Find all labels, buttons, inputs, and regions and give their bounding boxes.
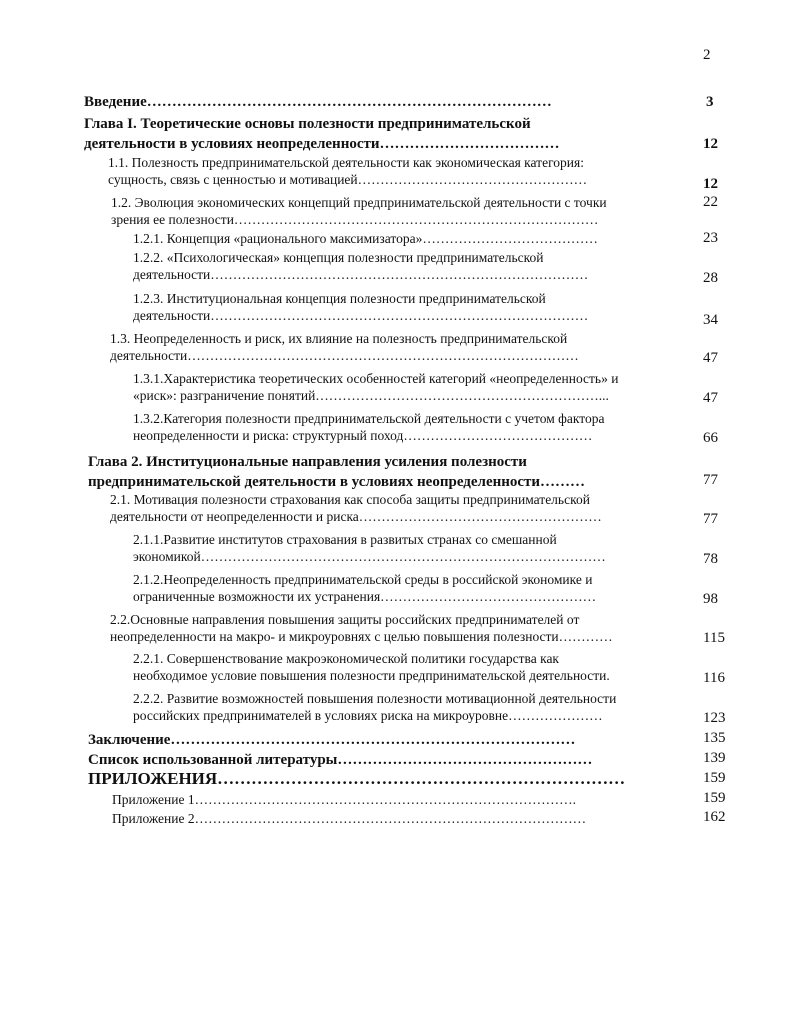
toc-entry-line: 1.3.2.Категория полезности предпринимательской деятельности с учетом фактора: [133, 411, 605, 426]
toc-entry-line: деятельности……………………………………………………………………………: [110, 348, 579, 363]
toc-entry-line: деятельности…………………………………………………………………………: [133, 267, 589, 282]
toc-entry-line: 1.3. Неопределенность и риск, их влияние на полезность предпринимательской: [110, 331, 568, 346]
toc-entry-line: неопределенности на макро- и микроуровнях с целью повышения полезности…………: [110, 629, 613, 644]
toc-entry-line: Список использованной литературы……………………………………………: [88, 752, 593, 768]
toc-entry-chapter-2: [88, 452, 686, 492]
toc-entry-subsection-1-2-1: [133, 230, 683, 247]
toc-entry-appendix-2: [112, 810, 690, 827]
toc-entry-line: 1.2.1. Концепция «рационального максимизатора»…………………………………: [133, 231, 598, 246]
toc-entry-conclusion: [88, 730, 688, 750]
toc-page-number: 115: [703, 630, 725, 646]
toc-entry-line: деятельности в условиях неопределенности………………………………: [84, 136, 560, 152]
toc-entry-line: 2.1.2.Неопределенность предпринимательской среды в российской экономике и: [133, 572, 593, 587]
toc-entry-appendices: [88, 769, 688, 789]
toc-page-number: 34: [703, 312, 718, 328]
toc-entry-line: предпринимательской деятельности в условиях неопределенности………: [88, 474, 586, 490]
toc-page-number: 139: [703, 750, 726, 766]
toc-entry-line: 1.2.2. «Психологическая» концепция полезности предпринимательской: [133, 250, 544, 265]
toc-entry-subsection-1-2-3: [133, 290, 683, 324]
toc-page-number: 116: [703, 670, 725, 686]
toc-entry-chapter-1: [84, 114, 684, 154]
toc-entry-line: 2.1.1.Развитие институтов страхования в развитых странах со смешанной: [133, 532, 557, 547]
toc-entry-line: 2.2.1. Совершенствование макроэкономической политики государства как: [133, 651, 559, 666]
toc-page-number: 77: [703, 472, 718, 488]
toc-entry-section-2-1: [110, 491, 686, 525]
toc-page-number: 159: [703, 790, 726, 806]
toc-entry-line: Глава 2. Институциональные направления усиления полезности: [88, 454, 527, 470]
toc-page-number: 47: [703, 350, 718, 366]
toc-page-number: 123: [703, 710, 726, 726]
toc-entry-line: российских предпринимателей в условиях риска на микроуровне…………………: [133, 708, 603, 723]
toc-entry-line: ограниченные возможности их устранения…………………………………………: [133, 589, 597, 604]
toc-entry-line: экономикой………………………………………………………………………………: [133, 549, 606, 564]
toc-page-number: 98: [703, 591, 718, 607]
toc-entry-line: 1.2.3. Институциональная концепция полезности предпринимательской: [133, 291, 546, 306]
toc-entry-line: сущность, связь с ценностью и мотивацией……………………………………………: [108, 172, 588, 187]
toc-entry-line: Приложение 2……………………………………………………………………………: [112, 811, 587, 826]
toc-entry-line: деятельности…………………………………………………………………………: [133, 308, 589, 323]
page-number: 2: [703, 47, 711, 63]
toc-page-number: 77: [703, 511, 718, 527]
toc-entry-line: деятельности от неопределенности и риска………………………………………………: [110, 509, 602, 524]
toc-entry-line: необходимое условие повышения полезности предпринимательской деятельности.: [133, 668, 610, 683]
toc-page-number: 28: [703, 270, 718, 286]
toc-entry-line: Введение………………………………………………………………………: [84, 94, 552, 110]
toc-entry-line: 2.1. Мотивация полезности страхования как способа защиты предпринимательской: [110, 492, 590, 507]
toc-entry-line: зрения ее полезности………………………………………………………………………: [111, 212, 599, 227]
toc-page-number: 47: [703, 390, 718, 406]
toc-entry-subsection-2-1-1: [133, 531, 686, 565]
toc-entry-line: 2.2.2. Развитие возможностей повышения полезности мотивационной деятельности: [133, 691, 617, 706]
toc-entry-line: 1.2. Эволюция экономических концепций предпринимательской деятельности с точки: [111, 195, 607, 210]
toc-entry-line: Приложение 1………………………………………………………………………….: [112, 792, 576, 807]
toc-page-number: 12: [703, 136, 718, 152]
toc-entry-section-1-1: [108, 154, 686, 188]
toc-page-number: 23: [703, 230, 718, 246]
toc-page-number: 3: [706, 94, 714, 110]
toc-entry-line: 2.2.Основные направления повышения защиты российских предпринимателей от: [110, 612, 580, 627]
toc-entry-subsection-2-2-1: [133, 650, 688, 684]
toc-entry-line: Глава I. Теоретические основы полезности предпринимательской: [84, 116, 531, 132]
toc-entry-line: 1.3.1.Характеристика теоретических особенностей категорий «неопределенность» и: [133, 371, 619, 386]
toc-page-number: 135: [703, 730, 726, 746]
toc-page-number: 12: [703, 176, 718, 192]
toc-entry-section-1-2: [111, 194, 686, 228]
toc-entry-line: «риск»: разграничение понятий………………………………………………………...: [133, 388, 609, 403]
toc-page-number: 22: [703, 194, 718, 210]
toc-entry-bibliography: [88, 750, 688, 770]
toc-entry-line: 1.1. Полезность предпринимательской деятельности как экономическая категория:: [108, 155, 584, 170]
toc-entry-introduction: [84, 92, 679, 112]
toc-entry-line: ПРИЛОЖЕНИЯ………………………………………………………………: [88, 769, 626, 788]
toc-entry-line: Заключение………………………………………………………………………: [88, 732, 576, 748]
toc-entry-section-2-2: [110, 611, 688, 645]
toc-entry-subsection-2-1-2: [133, 571, 686, 605]
toc-page-number: 78: [703, 551, 718, 567]
toc-page-number: 162: [703, 809, 726, 825]
toc-entry-subsection-1-3-2: [133, 410, 688, 444]
toc-entry-line: неопределенности и риска: структурный поход……………………………………: [133, 428, 593, 443]
toc-entry-subsection-1-2-2: [133, 249, 683, 283]
toc-entry-subsection-1-3-1: [133, 370, 688, 404]
toc-page-number: 159: [703, 770, 726, 786]
toc-entry-subsection-2-2-2: [133, 690, 688, 724]
toc-page-number: 66: [703, 430, 718, 446]
toc-entry-section-1-3: [110, 330, 686, 364]
toc-entry-appendix-1: [112, 791, 688, 808]
